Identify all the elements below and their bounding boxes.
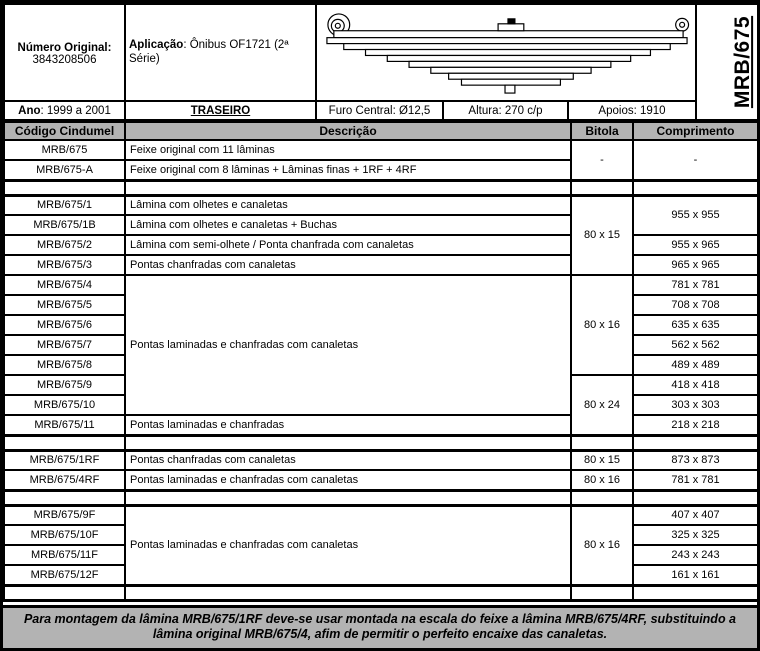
value-cell: 80 x 16 — [571, 470, 633, 490]
part-code-cell: MRB/675/11F — [4, 545, 125, 565]
original-number-label: Número Original: — [17, 41, 112, 54]
table-row — [4, 275, 758, 295]
original-number-value: 3843208506 — [32, 53, 97, 66]
part-code-cell: MRB/675/2 — [4, 235, 125, 255]
part-code-cell: MRB/675/11 — [4, 415, 125, 435]
empty-cell — [125, 180, 571, 195]
value-cell: 635 x 635 — [633, 315, 758, 335]
value-cell: 243 x 243 — [633, 545, 758, 565]
empty-cell — [571, 180, 633, 195]
description-cell: Pontas laminadas e chanfradas com canaletas — [125, 470, 571, 490]
footer-note: Para montagem da lâmina MRB/675/1RF deve-se usar montada na escala do feixe a lâmina MRB/675/4RF, substituindo a lâmina original MRB/675/4, afim de permitir o perfeito encaixe das canaletas. — [3, 605, 757, 648]
value-cell: 965 x 965 — [633, 255, 758, 275]
value-cell: 80 x 15 — [571, 450, 633, 470]
height-cell: Altura: 270 c/p — [443, 101, 568, 120]
table-row — [4, 255, 758, 275]
empty-cell — [4, 435, 125, 450]
table-row — [4, 235, 758, 255]
description-cell: Feixe original com 11 lâminas — [125, 140, 571, 160]
description-cell: Pontas laminadas e chanfradas com canaletas — [125, 275, 571, 415]
position-cell: TRASEIRO — [125, 101, 316, 120]
central-hole-cell: Furo Central: Ø12,5 — [316, 101, 443, 120]
supports-cell: Apoios: 1910 — [568, 101, 696, 120]
application-label: Aplicação — [129, 39, 184, 52]
table-row — [4, 415, 758, 435]
part-code-cell: MRB/675/7 — [4, 335, 125, 355]
value-cell: 562 x 562 — [633, 335, 758, 355]
parts-table-body — [4, 140, 758, 600]
part-code-cell: MRB/675/12F — [4, 565, 125, 585]
leaf-spring-drawing-cell — [316, 4, 696, 101]
spacer-row — [4, 435, 758, 450]
value-cell: 955 x 965 — [633, 235, 758, 255]
empty-cell — [4, 490, 125, 505]
table-row — [4, 140, 758, 160]
leaf-spring-diagram — [320, 6, 693, 99]
description-cell: Lâmina com olhetes e canaletas — [125, 195, 571, 215]
header-bitola: Bitola — [571, 122, 633, 140]
description-cell: Lâmina com olhetes e canaletas + Buchas — [125, 215, 571, 235]
table-row — [4, 450, 758, 470]
part-code-cell: MRB/675/6 — [4, 315, 125, 335]
part-code-cell: MRB/675-A — [4, 160, 125, 180]
part-code-cell: MRB/675/1RF — [4, 450, 125, 470]
parts-table — [3, 121, 759, 602]
value-cell: 781 x 781 — [633, 275, 758, 295]
value-cell: - — [571, 140, 633, 180]
empty-cell — [571, 490, 633, 505]
original-number-cell — [4, 4, 125, 101]
table-row — [4, 505, 758, 525]
empty-cell — [633, 490, 758, 505]
description-cell: Pontas chanfradas com canaletas — [125, 255, 571, 275]
part-code-vertical-label: MRB/675 — [731, 15, 755, 109]
value-cell: 80 x 24 — [571, 375, 633, 435]
part-code-cell: MRB/675/1 — [4, 195, 125, 215]
part-code-cell: MRB/675/9 — [4, 375, 125, 395]
value-cell: 418 x 418 — [633, 375, 758, 395]
header-comprimento: Comprimento — [633, 122, 758, 140]
value-cell: 218 x 218 — [633, 415, 758, 435]
part-code-cell: MRB/675/10 — [4, 395, 125, 415]
empty-cell — [633, 435, 758, 450]
part-code-vertical-cell — [696, 4, 758, 120]
empty-cell — [125, 490, 571, 505]
part-code-cell: MRB/675 — [4, 140, 125, 160]
description-cell: Pontas laminadas e chanfradas com canaletas — [125, 505, 571, 585]
header-info-table — [3, 3, 759, 121]
empty-cell — [125, 435, 571, 450]
year-cell — [4, 101, 125, 120]
part-code-cell: MRB/675/8 — [4, 355, 125, 375]
year-value: : 1999 a 2001 — [40, 104, 111, 117]
year-label: Ano — [18, 104, 41, 117]
value-cell: 80 x 16 — [571, 275, 633, 375]
value-cell: 161 x 161 — [633, 565, 758, 585]
empty-cell — [633, 585, 758, 600]
part-code-cell: MRB/675/4 — [4, 275, 125, 295]
value-cell: 955 x 955 — [633, 195, 758, 235]
spacer-row — [4, 585, 758, 600]
empty-cell — [4, 585, 125, 600]
empty-cell — [571, 435, 633, 450]
description-cell: Pontas laminadas e chanfradas — [125, 415, 571, 435]
description-cell: Feixe original com 8 lâminas + Lâminas finas + 1RF + 4RF — [125, 160, 571, 180]
value-cell: 781 x 781 — [633, 470, 758, 490]
part-code-cell: MRB/675/10F — [4, 525, 125, 545]
value-cell: 80 x 16 — [571, 505, 633, 585]
empty-cell — [125, 585, 571, 600]
value-cell: 80 x 15 — [571, 195, 633, 275]
description-cell: Pontas chanfradas com canaletas — [125, 450, 571, 470]
empty-cell — [633, 180, 758, 195]
empty-cell — [571, 585, 633, 600]
value-cell: 873 x 873 — [633, 450, 758, 470]
spacer-row — [4, 490, 758, 505]
value-cell: 303 x 303 — [633, 395, 758, 415]
empty-cell — [4, 180, 125, 195]
table-row — [4, 195, 758, 215]
application-cell — [125, 4, 316, 101]
header-descricao: Descrição — [125, 122, 571, 140]
header-codigo: Código Cindumel — [4, 122, 125, 140]
parts-table-header-row — [4, 122, 758, 140]
part-code-cell: MRB/675/3 — [4, 255, 125, 275]
value-cell: 407 x 407 — [633, 505, 758, 525]
application-value: : Ônibus OF1721 (2ª Série) — [129, 39, 289, 65]
part-code-cell: MRB/675/4RF — [4, 470, 125, 490]
value-cell: 325 x 325 — [633, 525, 758, 545]
value-cell: - — [633, 140, 758, 180]
table-row — [4, 470, 758, 490]
value-cell: 708 x 708 — [633, 295, 758, 315]
description-cell: Lâmina com semi-olhete / Ponta chanfrada com canaletas — [125, 235, 571, 255]
part-code-cell: MRB/675/5 — [4, 295, 125, 315]
value-cell: 489 x 489 — [633, 355, 758, 375]
part-code-cell: MRB/675/9F — [4, 505, 125, 525]
part-code-cell: MRB/675/1B — [4, 215, 125, 235]
spacer-row — [4, 180, 758, 195]
